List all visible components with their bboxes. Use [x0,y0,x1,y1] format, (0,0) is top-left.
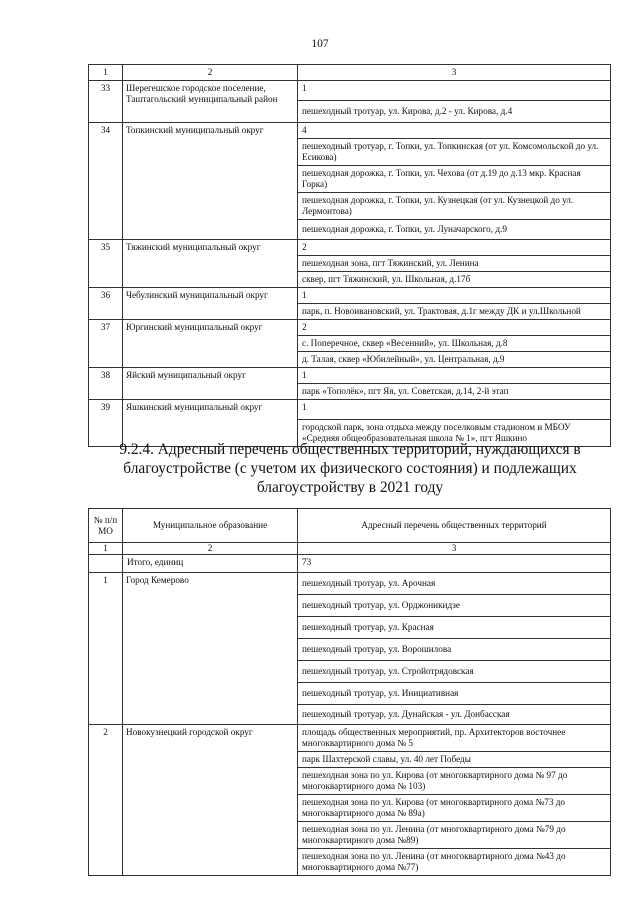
column-number-row [89,543,611,555]
page-number: 107 [311,38,329,50]
territories-2021-table [88,508,611,876]
territory-address: парк, п. Новоивановский, ул. Трактовая, д.1г между ДК и ул.Школьной [298,304,611,320]
table-row [89,81,611,101]
territory-address: пешеходный тротуар, ул. Красная [298,617,611,639]
row-number: 39 [89,400,123,447]
municipality-name: Юргинский муниципальный округ [123,320,298,368]
total-label: Итого, единиц [123,555,298,573]
territory-address: сквер, пгт Тяжинский, ул. Школьная, д.17б [298,272,611,288]
table-row [89,400,611,420]
territory-count: 2 [298,320,611,336]
territory-address: пешеходный тротуар, ул. Арочная [298,573,611,595]
row-number: 1 [89,573,123,725]
municipality-name: Город Кемерово [123,573,298,725]
table-row [89,725,611,752]
territory-address: пешеходная дорожка, г. Топки, ул. Кузнецкая (от ул. Кузнецкой до ул. Лермонтова) [298,193,611,220]
territory-address: пешеходная зона по ул. Ленина (от многоквартирного дома №43 до многоквартирного дома №77) [298,849,611,876]
row-number: 33 [89,81,123,123]
territory-address: городской парк, зона отдыха между поселковым стадионом и МБОУ «Средняя общеобразовательная школа № 1», пгт Яшкино [298,420,611,447]
territory-address: пешеходная зона по ул. Ленина (от многоквартирного дома №79 до многоквартирного дома №89) [298,822,611,849]
total-number [89,555,123,573]
territory-address: пешеходная зона по ул. Кирова (от многоквартирного дома №73 до многоквартирного дома № 89а) [298,795,611,822]
territory-address: пешеходный тротуар, ул. Ворошилова [298,639,611,661]
total-row [89,555,611,573]
territory-address: парк «Тополёк», пгт Яя, ул. Советская, д.14, 2-й этап [298,384,611,400]
territory-address: пешеходный тротуар, ул. Орджоникидзе [298,595,611,617]
col-number: 2 [123,65,298,81]
territory-address: пешеходный тротуар, ул. Кирова, д.2 - ул. Кирова, д.4 [298,101,611,123]
row-number: 37 [89,320,123,368]
row-number: 35 [89,240,123,288]
municipality-name: Чебулинский муниципальный округ [123,288,298,320]
territory-address: пешеходный тротуар, ул. Дунайская - ул. Донбасская [298,705,611,725]
row-number: 38 [89,368,123,400]
municipality-name: Новокузнецкий городской округ [123,725,298,876]
table-row [89,123,611,139]
territory-address: пешеходная зона по ул. Кирова (от многоквартирного дома № 97 до многоквартирного дома № 103) [298,768,611,795]
territory-count: 1 [298,288,611,304]
municipality-name: Яйский муниципальный округ [123,368,298,400]
col-number: 1 [89,65,123,81]
continuation-table [88,64,611,447]
table-row [89,320,611,336]
row-number: 2 [89,725,123,876]
territory-address: пешеходный тротуар, г. Топки, ул. Топкинская (от ул. Комсомольской до ул. Есикова) [298,139,611,166]
territory-address: площадь общественных мероприятий, пр. Архитекторов восточнее многоквартирного дома № 5 [298,725,611,752]
col-number: 2 [123,543,298,555]
header-row [89,509,611,543]
territory-count: 1 [298,400,611,420]
table-row [89,368,611,384]
territory-address: пешеходная дорожка, г. Топки, ул. Луначарского, д.9 [298,220,611,240]
territory-count: 4 [298,123,611,139]
column-number-row [89,65,611,81]
header-territories: Адресный перечень общественных территорий [298,509,611,543]
territory-address: д. Талая, сквер «Юбилейный», ул. Центральная, д.9 [298,352,611,368]
municipality-name: Яшкинский муниципальный округ [123,400,298,447]
row-number: 34 [89,123,123,240]
col-number: 3 [298,543,611,555]
total-value: 73 [298,555,611,573]
territory-count: 1 [298,81,611,101]
territory-address: пешеходный тротуар, ул. Стройотрядовская [298,661,611,683]
header-municipality: Муниципальное образование [123,509,298,543]
territory-address: парк Шахтерской славы, ул. 40 лет Победы [298,752,611,768]
territory-count: 2 [298,240,611,256]
municipality-name: Шерегешское городское поселение, Таштагольский муниципальный район [123,81,298,123]
col-number: 1 [89,543,123,555]
municipality-name: Тяжинский муниципальный округ [123,240,298,288]
table-row [89,573,611,595]
territory-address: пешеходная зона, пгт Тяжинский, ул. Ленина [298,256,611,272]
row-number: 36 [89,288,123,320]
territory-address: пешеходная дорожка, г. Топки, ул. Чехова (от д.19 до д.13 мкр. Красная Горка) [298,166,611,193]
territory-address: с. Поперечное, сквер «Весенний», ул. Школьная, д.8 [298,336,611,352]
territory-count: 1 [298,368,611,384]
section-heading: 9.2.4. Адресный перечень общественных территорий, нуждающихся в благоустройстве (с учетом их физического состояния) и подлежащих благоустройству в 2021 году [119,441,581,496]
table-row [89,240,611,256]
territory-address: пешеходный тротуар, ул. Инициативная [298,683,611,705]
table-row [89,288,611,304]
municipality-name: Топкинский муниципальный округ [123,123,298,240]
header-number: № п/п МО [89,509,123,543]
col-number: 3 [298,65,611,81]
